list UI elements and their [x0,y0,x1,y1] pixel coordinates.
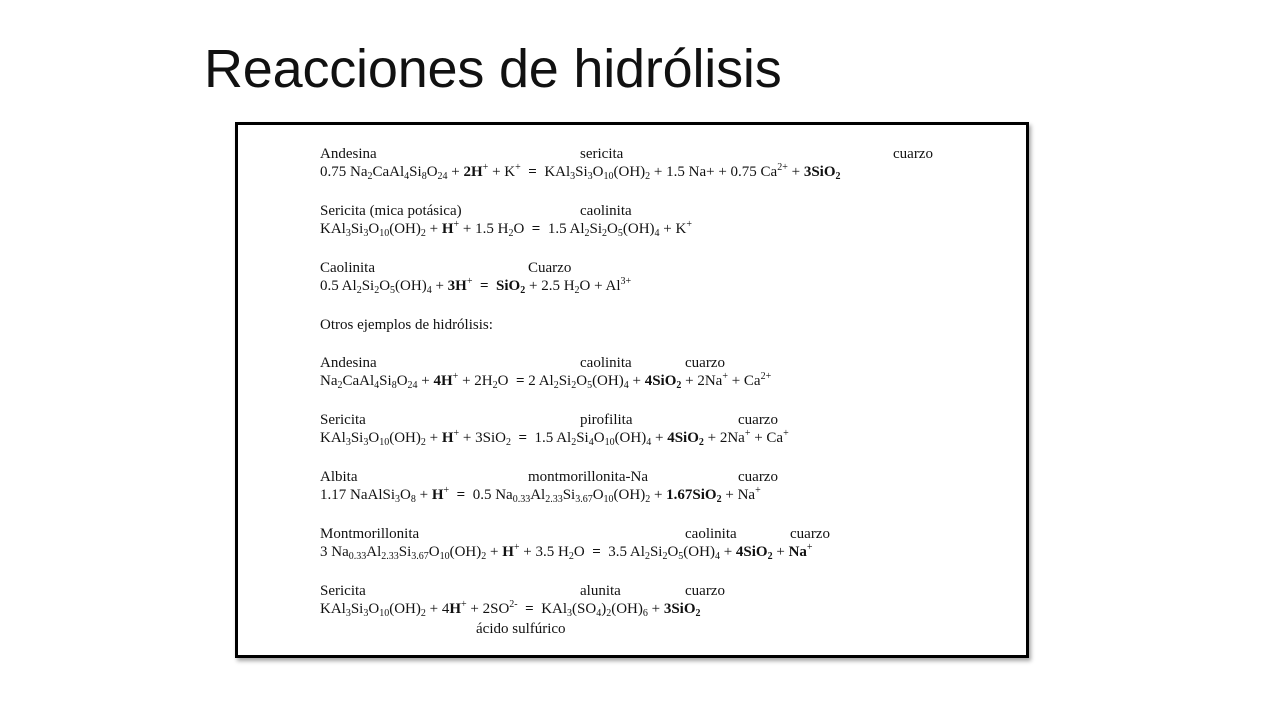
reaction-equation: 1.17 $NaAlSi_3O_8 + H^+ = 0.5$ $Na_{0.33}Al_{2.33}Si_{3.67}O_{10}(OH)_2 + 1.67SiO_2 + Na^+$ [320,485,761,505]
mineral-label: Sericita (mica potásica) [320,203,462,219]
mineral-label: cuarzo [738,469,778,485]
slide-title: Reacciones de hidrólisis [204,39,782,99]
reaction-equation: 0.5 $Al_2Si_2O_5(OH)_4 + 3H^+ = SiO_2 + 2.5$ $H_2O + Al^{3+}$ [320,276,632,296]
mineral-label: cuarzo [738,412,778,428]
mineral-label: Andesina [320,146,377,162]
mineral-label: caolinita [685,526,737,542]
mineral-label: cuarzo [685,583,725,599]
mineral-label: Sericita [320,412,366,428]
mineral-label: montmorillonita-Na [528,469,648,485]
mineral-label: Sericita [320,583,366,599]
reagent-note: ácido sulfúrico [476,621,566,637]
reaction-equation: $Na_2CaAl_4Si_8O_{24} + 4H^+ + 2H_2O = 2$ $Al_2Si_2O_5(OH)_4 + 4SiO_2 + 2Na^+ + Ca^{2+}$ [320,371,772,391]
reaction-equation: 0.75 $Na_2CaAl_4Si_8O_{24} + 2H^+ + K^+ = KAl_3Si_3O_{10}(OH)_2 + 1.5$ Na+ + 0.75 $Ca^{2+} + 3SiO_2$ [320,162,841,182]
reactions-image-panel [235,122,1029,658]
mineral-label: Cuarzo [528,260,572,276]
mineral-label: Andesina [320,355,377,371]
mineral-label: sericita [580,146,624,162]
reaction-equation: $KAl_3Si_3O_{10}(OH)_2 + 4H^+ + 2SO^{2-} = KAl_3(SO_4)_2(OH)_6 + 3SiO_2$ [320,599,701,619]
mineral-label: pirofilita [580,412,633,428]
section-heading: Otros ejemplos de hidrólisis: [320,317,493,333]
mineral-label: Caolinita [320,260,375,276]
mineral-label: alunita [580,583,621,599]
mineral-label: caolinita [580,203,632,219]
mineral-label: cuarzo [685,355,725,371]
mineral-label: cuarzo [893,146,933,162]
mineral-label: cuarzo [790,526,830,542]
mineral-label: Albita [320,469,358,485]
mineral-label: caolinita [580,355,632,371]
reaction-equation: 3 $Na_{0.33}Al_{2.33}Si_{3.67}O_{10}(OH)_2 + H^+ + 3.5$ $H_2O = 3.5$ $Al_2Si_2O_5(OH)_4 + 4SiO_2 + Na^+$ [320,542,813,562]
reaction-equation: $KAl_3Si_3O_{10}(OH)_2 + H^+ + 1.5$ $H_2O = 1.5$ $Al_2Si_2O_5(OH)_4 + K^+$ [320,219,692,239]
mineral-label: Montmorillonita [320,526,420,542]
reaction-equation: $KAl_3Si_3O_{10}(OH)_2 + H^+ + 3SiO_2 = 1.5$ $Al_2Si_4O_{10}(OH)_4 + 4SiO_2 + 2Na^+ + Ca^+$ [320,428,789,448]
